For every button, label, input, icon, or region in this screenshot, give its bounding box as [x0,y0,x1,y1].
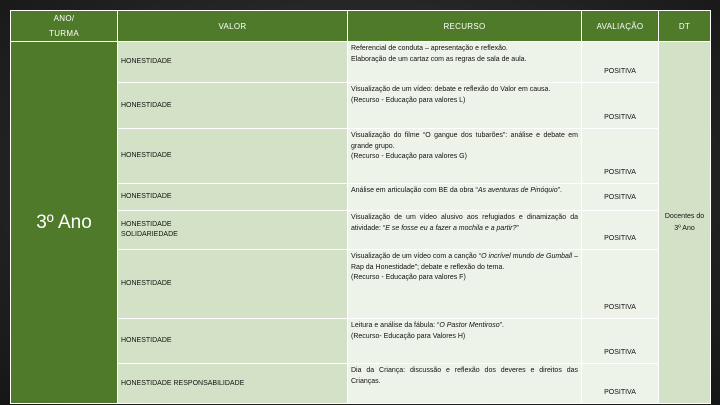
valor-text: SOLIDARIEDADE [121,231,178,238]
fable-title: O Pastor Mentiroso [439,322,500,329]
recurso-cell [348,211,582,250]
avaliacao-cell: POSITIVA [582,211,659,250]
recurso-text: (Recurso- Educação para Valores H) [351,332,466,340]
header-ano: ANO/ [53,14,75,23]
recurso-text: ”. [557,187,562,194]
planning-table [10,10,711,404]
valor-text: HONESTIDADE [121,221,172,228]
table-row [11,42,711,83]
avaliacao-cell: POSITIVA [582,250,659,319]
turma-cell: 3º Ano [11,42,118,404]
valor-cell: HONESTIDADE RESPONSABILIDADE [118,364,348,404]
valor-cell: HONESTIDADE [118,184,348,211]
header-avaliacao: AVALIAÇÃO [582,11,659,42]
recurso-text: Referencial de conduta – apresentação e reflexão. [351,45,508,52]
recurso-text: Elaboração de um cartaz com as regras de sala de aula. [351,55,527,63]
header-row [11,11,711,42]
song-title: O incrível mundo de Gumball [481,253,573,260]
valor-cell: HONESTIDADE [118,250,348,319]
valor-cell: HONESTIDADE [118,129,348,184]
recurso-cell [348,129,582,184]
recurso-cell [348,319,582,364]
valor-cell: HONESTIDADE [118,83,348,129]
recurso-cell [348,364,582,404]
book-title: As aventuras de Pinóquio [477,187,558,194]
recurso-text: Visualização do filme “O gangue dos tubarões”: análise e debate em grande grupo. [351,132,578,150]
recurso-cell [348,250,582,319]
recurso-text: Visualização de um vídeo alusivo aos refugiados e dinamização da atividade: “ [351,214,578,232]
avaliacao-cell: POSITIVA [582,83,659,129]
recurso-cell [348,83,582,129]
activity-title: E se fosse eu a fazer a mochila e a partir? [385,224,517,232]
recurso-text: Visualização de um vídeo com a canção “ [351,253,482,260]
avaliacao-cell: POSITIVA [582,364,659,404]
avaliacao-cell: POSITIVA [582,42,659,83]
avaliacao-cell: POSITIVA [582,184,659,211]
recurso-cell [348,184,582,211]
header-dt: DT [659,11,711,42]
dt-text: 3º Ano [674,224,695,232]
dt-text: Docentes do [664,212,705,220]
recurso-text: Análise em articulação com BE da obra “ [351,187,478,194]
avaliacao-cell: POSITIVA [582,129,659,184]
header-valor: VALOR [118,11,348,42]
dt-cell [659,42,711,404]
recurso-text: Leitura e análise da fábula: “ [351,322,440,329]
avaliacao-cell: POSITIVA [582,319,659,364]
recurso-text: (Recurso - Educação para valores F) [351,274,466,281]
valor-cell [118,211,348,250]
recurso-text: (Recurso - Educação para valores L) [351,96,466,104]
recurso-text: (Recurso - Educação para valores G) [351,153,467,160]
header-ano-turma [11,11,118,42]
header-recurso: RECURSO [348,11,582,42]
recurso-cell [348,42,582,83]
recurso-text: ” [516,224,519,232]
valor-cell: HONESTIDADE [118,42,348,83]
header-turma: TURMA [49,29,79,38]
valor-cell: HONESTIDADE [118,319,348,364]
recurso-text: ”. [499,322,504,329]
recurso-text: – Rap da Honestidade”; debate e reflexão do tema. [351,253,579,271]
recurso-text: Visualização de um vídeo: debate e reflexão do Valor em causa. [351,86,551,93]
recurso-text: Dia da Criança: discussão e reflexão dos deveres e direitos das Crianças. [351,367,578,385]
